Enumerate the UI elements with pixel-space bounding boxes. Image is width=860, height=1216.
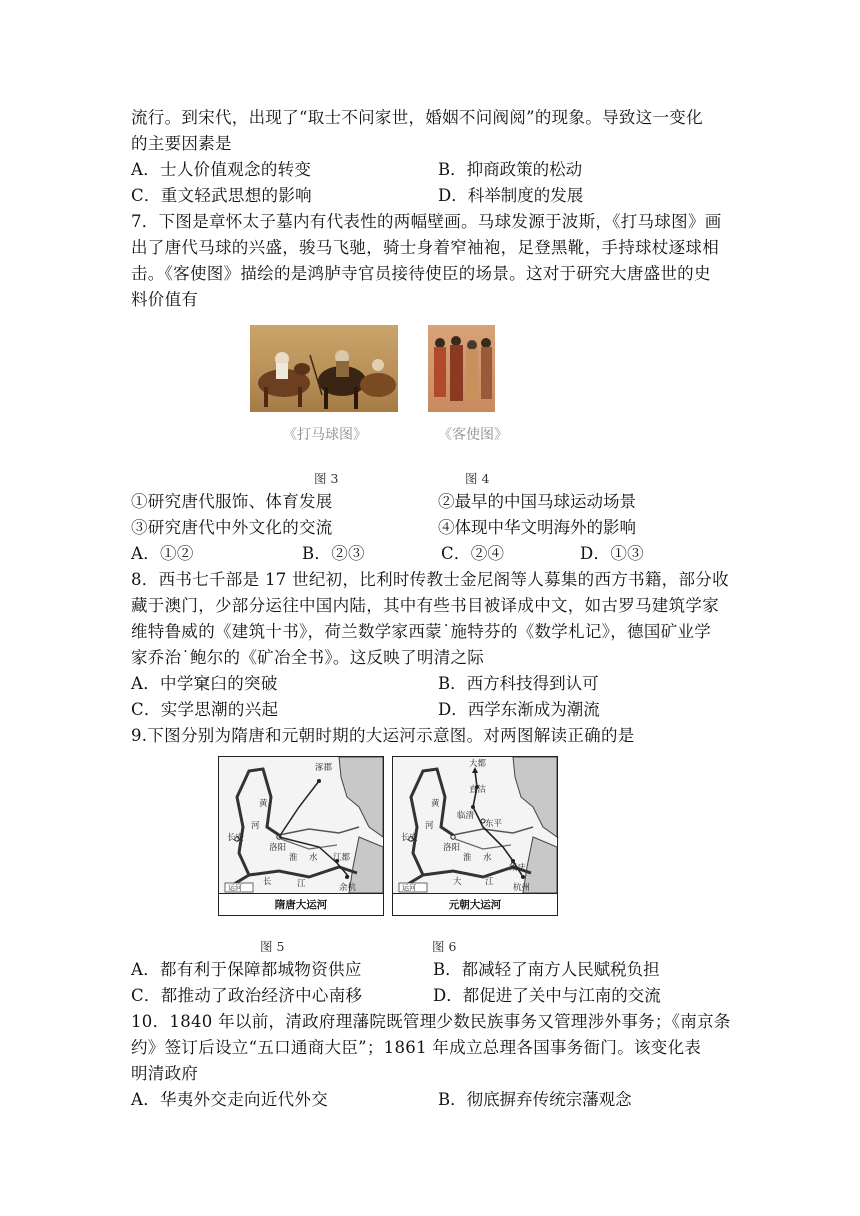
figure-4-label: 图 4 xyxy=(465,471,490,486)
figure-6-label: 图 6 xyxy=(432,939,457,954)
q7-item-1: ①研究唐代服饰、体育发展 xyxy=(131,492,333,511)
q7-stem-line2: 出了唐代马球的兴盛，骏马飞驰，骑士身着窄袖袍，足登黑靴，手持球杖逐球相 xyxy=(131,238,719,257)
q8-stem-line1: 8．西书七千部是 17 世纪初，比利时传教士金尼阁等人募集的西方书籍，部分收 xyxy=(131,570,729,589)
q8-stem-line3: 维特鲁威的《建筑十书》，荷兰数学家西蒙˙施特芬的《数学札记》，德国矿业学 xyxy=(131,622,712,641)
q9-stem-line1: 9.下图分别为隋唐和元朝时期的大运河示意图。对两图解读正确的是 xyxy=(131,726,635,745)
figure-3-label: 图 3 xyxy=(314,471,339,486)
q7-item-3: ③研究唐代中外文化的交流 xyxy=(131,518,333,537)
q6-stem-line1: 流行。到宋代，出现了“取士不问家世，婚姻不问阀阅”的现象。导致这一变化 xyxy=(131,108,703,127)
q9-option-d: D．都促进了关中与江南的交流 xyxy=(433,986,661,1005)
map2-legend-canal: 运河 xyxy=(402,884,416,892)
map1-title: 隋唐大运河 xyxy=(274,899,328,911)
q7-stem-line4: 料价值有 xyxy=(131,290,199,309)
map2-label-huang: 黄 xyxy=(431,799,440,809)
map1-label-chang: 长 xyxy=(263,877,272,887)
q7-item-4: ④体现中华文明海外的影响 xyxy=(438,518,636,537)
q6-option-a: A．士人价值观念的转变 xyxy=(131,160,312,179)
polo-painting-image xyxy=(250,325,398,412)
map2-label-da: 大 xyxy=(453,877,462,887)
polo-painting-caption: 《打马球图》 xyxy=(283,427,367,443)
q8-stem-line4: 家乔治˙鲍尔的《矿冶全书》。这反映了明清之际 xyxy=(131,648,485,667)
map2-title: 元朝大运河 xyxy=(448,899,502,911)
q10-stem-line3: 明清政府 xyxy=(131,1064,199,1083)
envoys-painting-image xyxy=(428,325,495,412)
q6-option-d: D．科举制度的发展 xyxy=(438,186,584,205)
map2-label-jiang: 江 xyxy=(485,877,494,887)
map1-label-jiangdu: 江都 xyxy=(333,853,351,863)
map1-label-he: 河 xyxy=(251,821,260,831)
q7-option-d: D．①③ xyxy=(580,544,644,563)
q7-option-c: C．②④ xyxy=(441,544,505,563)
yuan-canal-map xyxy=(392,756,558,916)
q6-stem-line2: 的主要因素是 xyxy=(131,134,232,153)
map2-label-huai: 淮 xyxy=(463,853,472,863)
map2-label-hangzhou: 杭州 xyxy=(513,883,531,893)
map1-legend-canal: 运河 xyxy=(228,884,242,892)
q10-option-a: A．华夷外交走向近代外交 xyxy=(131,1090,329,1109)
q6-option-c: C．重文轻武思想的影响 xyxy=(131,186,312,205)
map2-label-he: 河 xyxy=(425,821,434,831)
sui-tang-canal-map xyxy=(218,756,384,916)
map2-label-dongping: 东平 xyxy=(485,819,503,829)
q7-item-2: ②最早的中国马球运动场景 xyxy=(438,492,636,511)
q10-stem-line2: 约》签订后设立“五口通商大臣”；1861 年成立总理各国事务衙门。该变化表 xyxy=(131,1038,702,1057)
q7-stem-line1: 7．下图是章怀太子墓内有代表性的两幅壁画。马球发源于波斯，《打马球图》画 xyxy=(131,212,722,231)
map2-label-zhigu: 直沽 xyxy=(469,785,487,795)
map1-label-jiang: 江 xyxy=(297,879,306,889)
map2-label-dadu: 大都 xyxy=(469,759,487,769)
map1-label-luoyang: 洛阳 xyxy=(269,843,287,853)
map2-label-changan: 长安 xyxy=(401,833,419,843)
q7-stem-line3: 击。《客使图》描绘的是鸿胪寺官员接待使臣的场景。这对于研究大唐盛世的史 xyxy=(131,264,711,283)
q9-option-a: A．都有利于保障都城物资供应 xyxy=(131,960,362,979)
map2-label-shui: 水 xyxy=(483,853,492,863)
map1-label-huang: 黄 xyxy=(259,799,268,809)
q8-option-a: A．中学窠臼的突破 xyxy=(131,674,278,693)
q9-option-c: C．都推动了政治经济中心南移 xyxy=(131,986,363,1005)
map1-label-zhuojun: 涿郡 xyxy=(315,763,333,773)
map1-label-changan: 长安 xyxy=(227,833,245,843)
q7-option-b: B．②③ xyxy=(302,544,365,563)
map1-label-huai: 淮 xyxy=(289,853,298,863)
map1-label-yuhang: 余杭 xyxy=(339,883,357,893)
map2-label-luoyang: 洛阳 xyxy=(443,843,461,853)
q8-option-d: D．西学东渐成为潮流 xyxy=(438,700,600,719)
q8-option-b: B．西方科技得到认可 xyxy=(438,674,599,693)
figure-5-label: 图 5 xyxy=(260,939,285,954)
map1-label-shui: 水 xyxy=(309,853,318,863)
q7-option-a: A．①② xyxy=(131,544,194,563)
map2-label-linqing: 临清 xyxy=(457,811,475,821)
envoys-painting-caption: 《客使图》 xyxy=(438,427,508,443)
q8-stem-line2: 藏于澳门，少部分运往中国内陆，其中有些书目被译成中文，如古罗马建筑学家 xyxy=(131,596,719,615)
map2-label-jiqing: 集庆 xyxy=(509,863,527,873)
q8-option-c: C．实学思潮的兴起 xyxy=(131,700,279,719)
q9-option-b: B．都减轻了南方人民赋税负担 xyxy=(433,960,660,979)
q10-stem-line1: 10．1840 年以前，清政府理藩院既管理少数民族事务又管理涉外事务；《南京条 xyxy=(131,1012,731,1031)
q6-option-b: B．抑商政策的松动 xyxy=(438,160,583,179)
q10-option-b: B．彻底摒弃传统宗藩观念 xyxy=(438,1090,632,1109)
